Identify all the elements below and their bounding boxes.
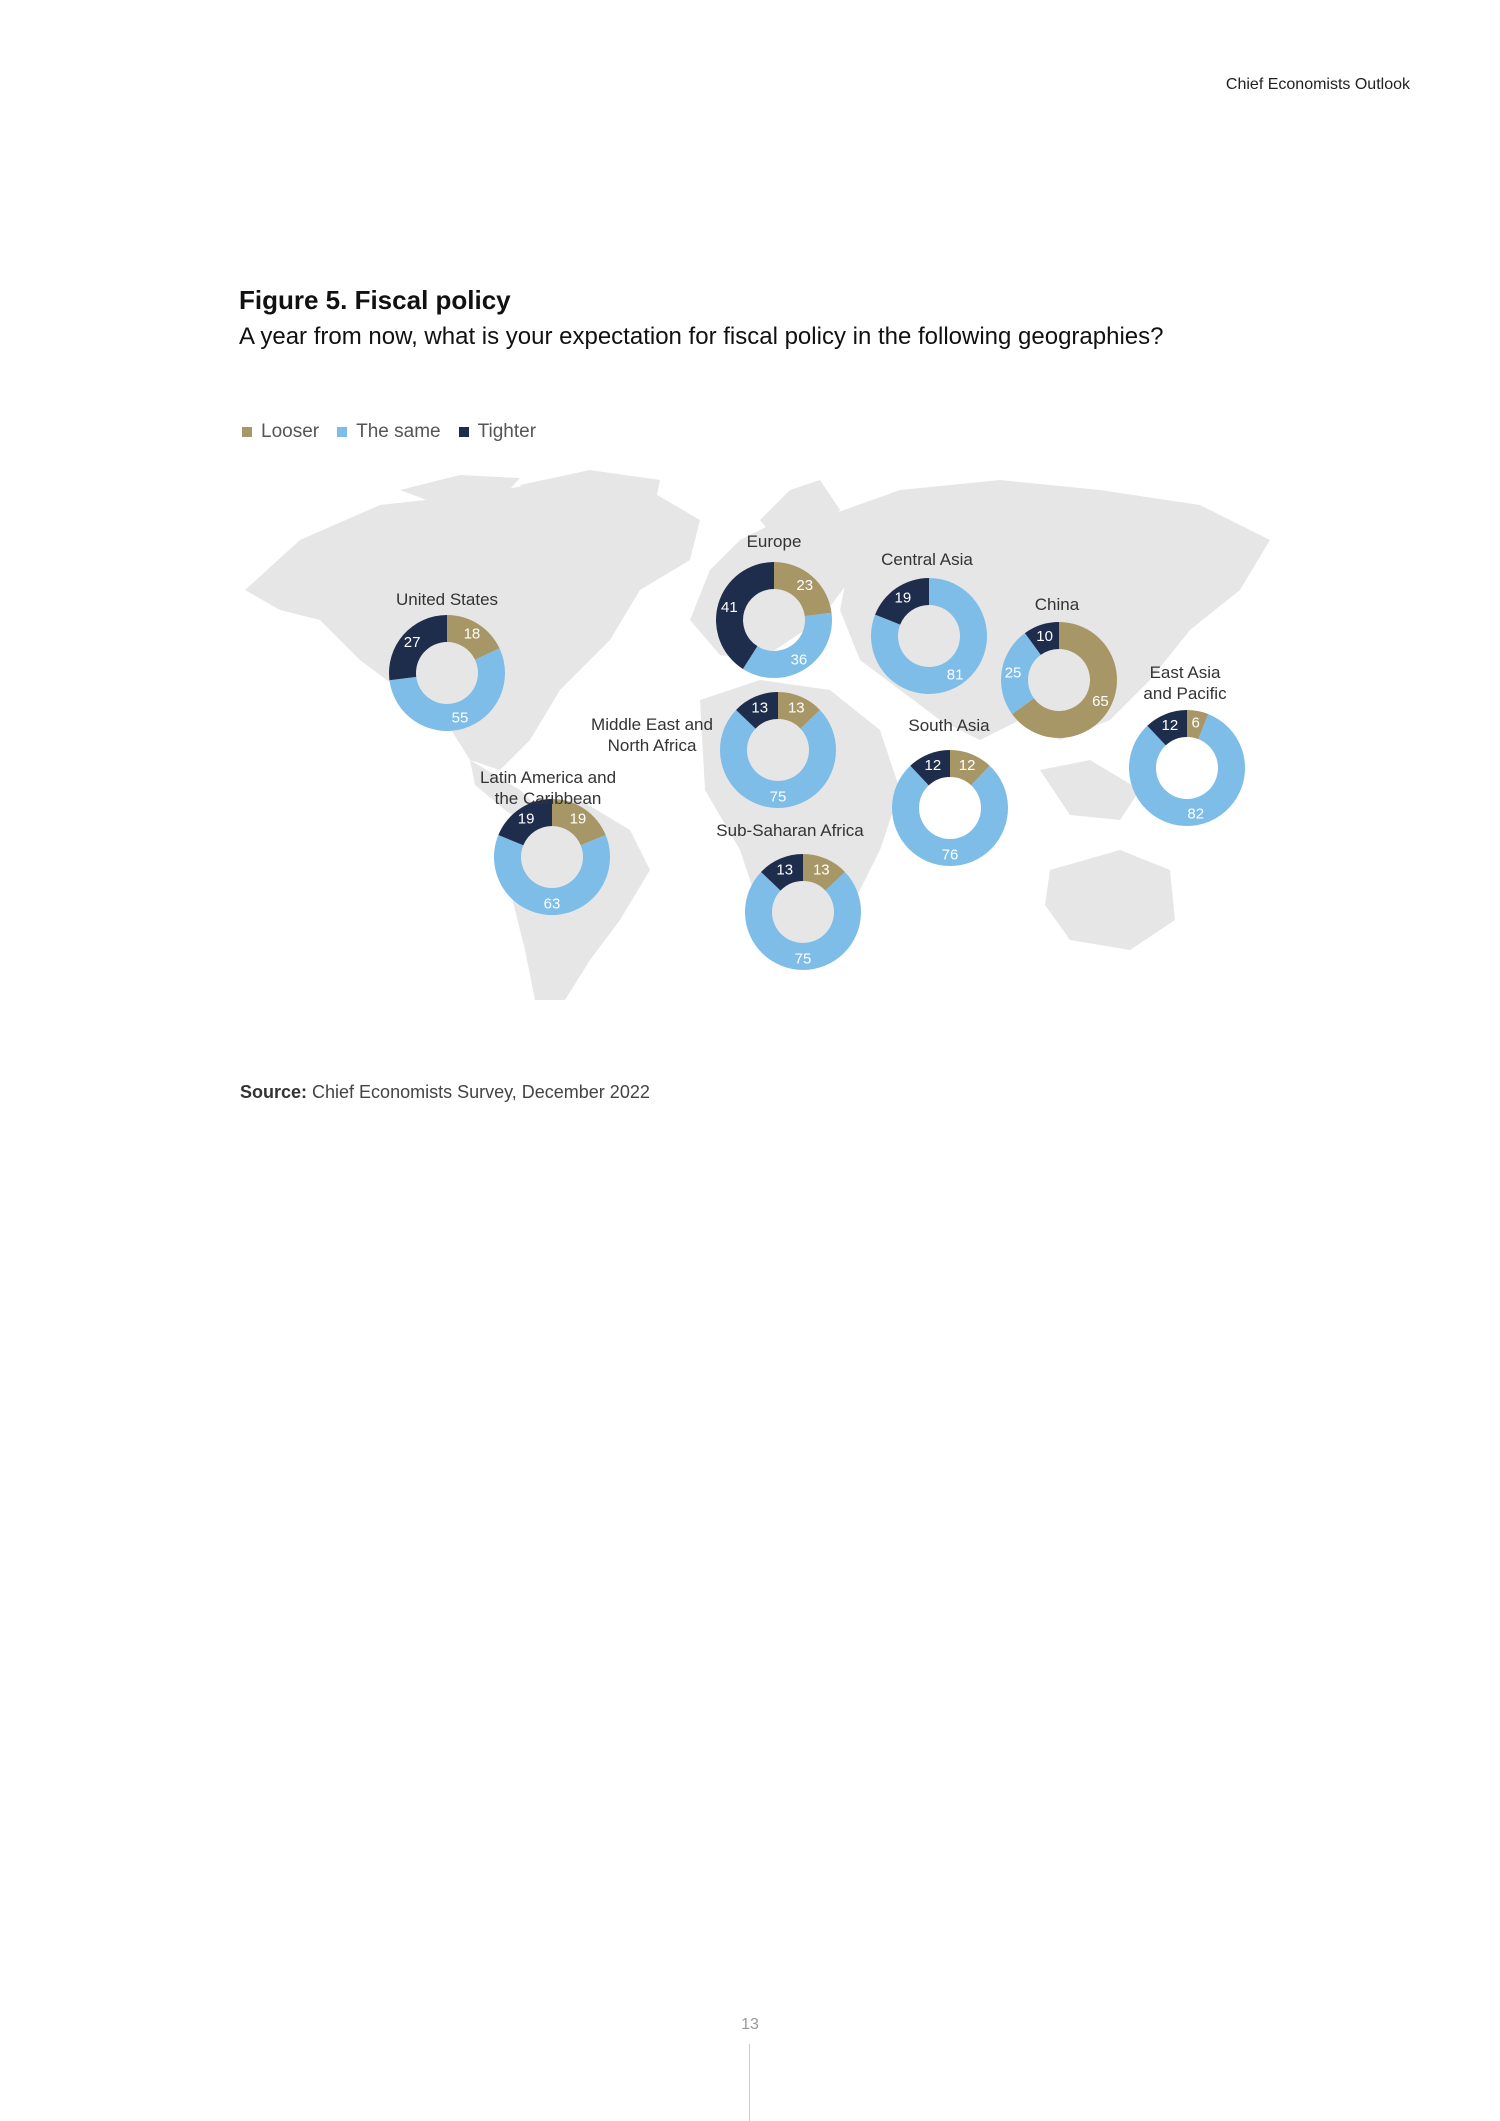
region-label-latin-america-and-the-caribbean: Latin America and bbox=[479, 768, 617, 787]
region-label-east-asia-and-pacific: and Pacific bbox=[1143, 684, 1227, 703]
legend-label-same: The same bbox=[356, 421, 441, 442]
data-label-east-asia-and-pacific-same: 82 bbox=[1187, 805, 1205, 823]
data-label-europe-tighter: 41 bbox=[721, 599, 738, 617]
legend-label-tighter: Tighter bbox=[477, 421, 537, 442]
region-label-south-asia: South Asia bbox=[908, 716, 990, 735]
data-label-south-asia-looser: 12 bbox=[958, 756, 976, 774]
data-label-china-looser: 65 bbox=[1092, 693, 1109, 711]
data-label-europe-looser: 23 bbox=[796, 577, 814, 595]
region-label-east-asia-and-pacific: East Asia bbox=[1149, 663, 1221, 682]
data-label-united-states-tighter: 27 bbox=[403, 634, 421, 652]
figure-title: Figure 5. Fiscal policy bbox=[239, 285, 511, 315]
running-header: Chief Economists Outlook bbox=[1225, 76, 1410, 93]
region-label-middle-east-and-north-africa: Middle East and bbox=[591, 715, 713, 734]
data-label-south-asia-same: 76 bbox=[941, 846, 959, 864]
data-label-china-tighter: 10 bbox=[1036, 627, 1053, 645]
region-label-europe: Europe bbox=[746, 532, 802, 551]
data-label-latin-america-and-the-caribbean-looser: 19 bbox=[569, 810, 587, 828]
region-label-latin-america-and-the-caribbean: the Caribbean bbox=[494, 789, 602, 808]
data-label-south-asia-tighter: 12 bbox=[924, 756, 942, 774]
region-label-sub-saharan-africa: Sub-Saharan Africa bbox=[716, 821, 864, 840]
page-rule bbox=[749, 2044, 750, 2121]
donut-east-asia-and-pacific bbox=[1129, 663, 1245, 826]
data-label-east-asia-and-pacific-tighter: 12 bbox=[1161, 716, 1179, 734]
data-label-china-same: 25 bbox=[1004, 664, 1022, 682]
data-label-middle-east-and-north-africa-same: 75 bbox=[769, 788, 787, 806]
page-number: 13 bbox=[741, 2016, 759, 2033]
data-label-central-asia-same: 81 bbox=[946, 666, 964, 684]
data-label-europe-same: 36 bbox=[790, 651, 808, 669]
data-label-united-states-looser: 18 bbox=[463, 625, 481, 643]
figure-question: A year from now, what is your expectation for fiscal policy in the following geographies? bbox=[239, 323, 1164, 350]
legend-label-looser: Looser bbox=[261, 421, 320, 442]
map-se-asia bbox=[1040, 760, 1140, 820]
data-label-middle-east-and-north-africa-looser: 13 bbox=[787, 699, 805, 717]
data-label-central-asia-tighter: 19 bbox=[894, 589, 912, 607]
source-label: Source: bbox=[240, 1082, 308, 1102]
data-label-sub-saharan-africa-same: 75 bbox=[794, 950, 812, 968]
source-note bbox=[240, 1082, 650, 1103]
data-label-east-asia-and-pacific-looser: 6 bbox=[1191, 714, 1200, 732]
region-label-central-asia: Central Asia bbox=[881, 550, 973, 569]
donut-south-asia bbox=[892, 716, 1008, 866]
map-australia bbox=[1045, 850, 1175, 950]
data-label-united-states-same: 55 bbox=[451, 709, 469, 727]
data-label-latin-america-and-the-caribbean-tighter: 19 bbox=[517, 810, 535, 828]
data-label-sub-saharan-africa-looser: 13 bbox=[812, 861, 830, 879]
region-label-middle-east-and-north-africa: North Africa bbox=[607, 736, 697, 755]
region-label-china: China bbox=[1034, 595, 1080, 614]
data-label-latin-america-and-the-caribbean-same: 63 bbox=[543, 895, 561, 913]
data-label-sub-saharan-africa-tighter: 13 bbox=[776, 861, 794, 879]
source-text: Chief Economists Survey, December 2022 bbox=[307, 1082, 650, 1102]
data-label-middle-east-and-north-africa-tighter: 13 bbox=[751, 699, 769, 717]
region-label-united-states: United States bbox=[395, 590, 499, 609]
